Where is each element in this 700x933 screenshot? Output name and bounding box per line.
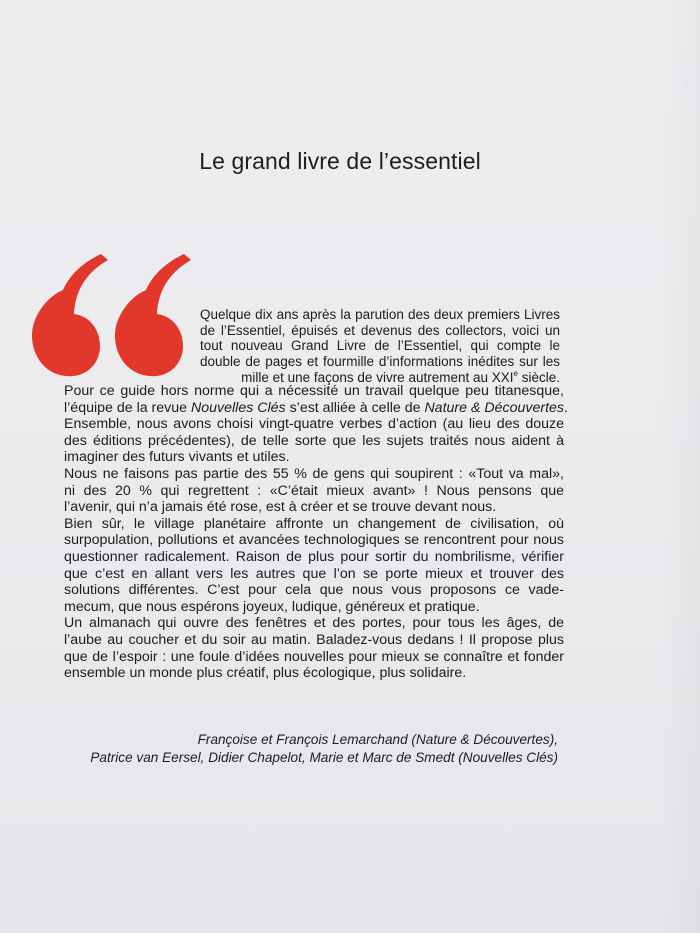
intro-paragraph: [200, 307, 560, 386]
text-line: Quelque dix ans après la parution des deux premiers Livres: [200, 307, 560, 322]
text-line: Pour ce guide hors norme qui a nécessité un travail quelque peu titanesque,: [64, 383, 564, 399]
text-line: questionner radicalement. Raison de plus pour sortir du nombrilisme, vérifier: [64, 548, 564, 565]
text-line: que c’est en allant vers les autres que l’on se porte mieux et trouver des: [64, 565, 564, 582]
text-line: Ensemble, nous avons choisi vingt-quatre verbes d’action (au lieu des douze: [64, 416, 564, 433]
text-line: de l’Essentiel, épuisés et devenus des collectors, voici un: [200, 322, 560, 338]
text-line: double de pages et fourmille d’informations inédites sur les: [200, 354, 560, 370]
text-line: ensemble un monde plus créatif, plus écologique, plus solidaire.: [64, 665, 467, 682]
text-line: imaginer des futurs vivants et utiles.: [64, 449, 290, 466]
text-line: Bien sûr, le village planétaire affronte un changement de civilisation, où: [64, 515, 564, 532]
authors-signature: [90, 731, 558, 767]
page-title: Le grand livre de l’essentiel: [199, 148, 481, 174]
signature-line: Patrice van Eersel, Didier Chapelot, Marie et Marc de Smedt (Nouvelles Clés): [90, 750, 558, 765]
quote-mark-right-glyph: [115, 254, 191, 376]
text-line: Un almanach qui ouvre des fenêtres et des portes, pour tous les âges, de: [64, 615, 564, 632]
text-line: tout nouveau Grand Livre de l’Essentiel, qui compte le: [200, 338, 560, 354]
opening-quote-mark-icon: [32, 250, 192, 380]
text-line: l’équipe de la revue Nouvelles Clés s’est alliée à celle de Nature & Découvertes.: [64, 399, 568, 416]
text-line: surpopulation, pollutions et avancées technologiques se rencontrent pour nous: [64, 532, 564, 549]
text-line: mille et une façons de vivre autrement au XXIe siècle.: [241, 368, 560, 385]
text-line: que de l’espoir : une foule d’idées nouvelles pour mieux se connaître et fonder: [64, 648, 564, 665]
text-line: l’aube au coucher et du soir au matin. Baladez-vous dedans ! Il propose plus: [64, 631, 564, 648]
text-line: des éditions précédentes), de telle sorte que les sujets traités nous aident à: [64, 432, 564, 449]
text-line: Nous ne faisons pas partie des 55 % de gens qui soupirent : «Tout va mal»,: [64, 465, 564, 482]
text-line: mecum, que nous espérons joyeux, ludique, généreux et pratique.: [64, 598, 480, 615]
signature-line: Françoise et François Lemarchand (Nature & Découvertes),: [197, 732, 558, 747]
page-edge-shadow: [660, 0, 700, 933]
text-line: solutions différentes. C’est pour cela que nous vous proposons ce vade-: [64, 582, 564, 599]
text-line: ni des 20 % qui regrettent : «C’était mieux avant» ! Nous pensons que: [64, 482, 564, 499]
text-line: l’avenir, qui n’a jamais été rose, est à créer et se trouve devant nous.: [64, 499, 497, 516]
quote-mark-left-glyph: [32, 254, 108, 376]
main-body-text: [64, 383, 568, 682]
